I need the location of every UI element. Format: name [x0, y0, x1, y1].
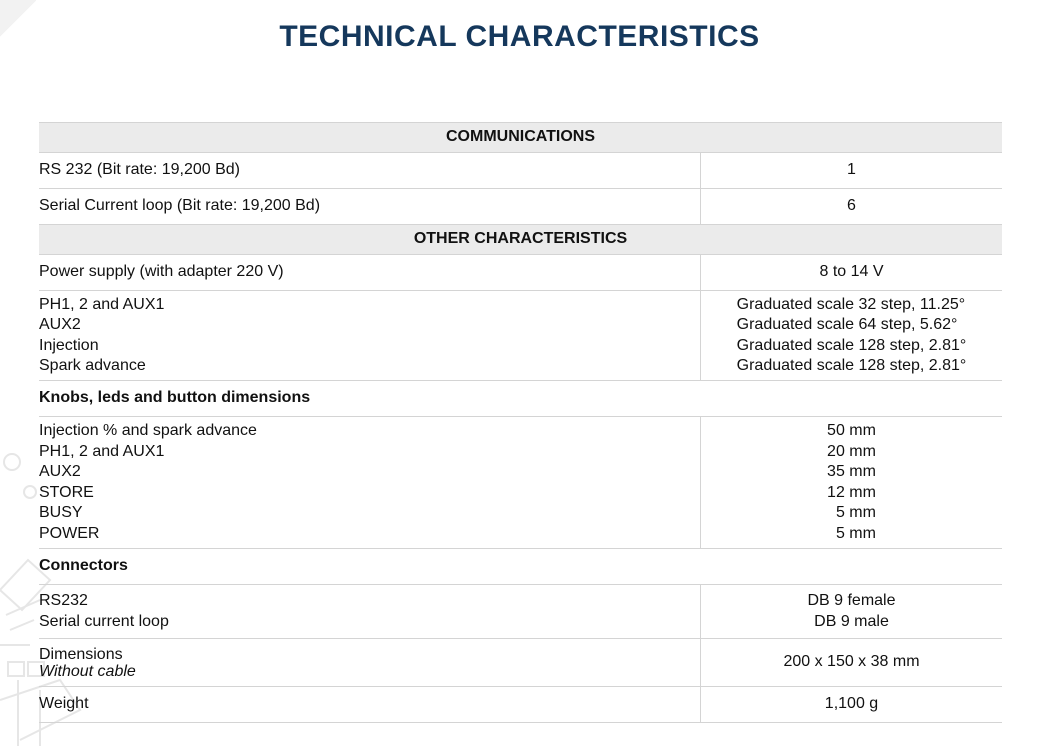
row-value-group: [701, 417, 1003, 549]
subsection-header-dimensions: [39, 381, 1002, 417]
row-label: Spark advance: [39, 357, 146, 374]
row-label-group: [39, 585, 701, 639]
row-label: RS 232 (Bit rate: 19,200 Bd): [39, 153, 701, 189]
row-note: Without cable: [39, 662, 136, 680]
row-value: 8 to 14 V: [701, 255, 1003, 291]
row-value: 12 mm: [827, 483, 876, 501]
row-value: Graduated scale 128 step, 2.81°: [736, 357, 967, 374]
row-value: 35 mm: [827, 463, 876, 480]
row-label-group: [39, 291, 701, 381]
row-label: PH1, 2 and AUX1: [39, 442, 165, 460]
row-label-group: [39, 417, 701, 549]
table-row: [39, 639, 1002, 687]
row-label: STORE: [39, 483, 94, 501]
row-value: 200 x 150 x 38 mm: [701, 639, 1003, 687]
row-value: 1: [701, 153, 1003, 189]
row-label: PH1, 2 and AUX1: [39, 295, 165, 313]
row-label: Serial current loop: [39, 612, 169, 630]
row-label: Injection: [39, 336, 99, 354]
section-title: COMMUNICATIONS: [39, 123, 1002, 153]
row-value-group: [701, 291, 1003, 381]
row-value: 6: [701, 189, 1003, 225]
row-value: 50 mm: [827, 422, 876, 439]
row-value: DB 9 male: [814, 612, 889, 630]
row-value: Graduated scale 32 step, 11.25°: [736, 295, 966, 313]
section-header-communications: [39, 123, 1002, 153]
row-value: 5 mm: [835, 524, 876, 542]
row-label: Power supply (with adapter 220 V): [39, 255, 701, 291]
row-label: POWER: [39, 524, 100, 542]
subsection-title: Knobs, leds and button dimensions: [39, 381, 1002, 417]
table-row: [39, 189, 1002, 225]
row-value: DB 9 female: [807, 592, 896, 609]
row-label: AUX2: [39, 316, 81, 333]
row-value: Graduated scale 128 step, 2.81°: [736, 336, 967, 354]
row-label: BUSY: [39, 504, 83, 521]
section-title: OTHER CHARACTERISTICS: [39, 225, 1002, 255]
subsection-header-connectors: [39, 549, 1002, 585]
row-value: Graduated scale 64 step, 5.62°: [736, 316, 958, 333]
technical-characteristics-table: [39, 122, 1002, 723]
row-label: Serial Current loop (Bit rate: 19,200 Bd): [39, 189, 701, 225]
row-label: Dimensions: [39, 645, 123, 663]
page-title: TECHNICAL CHARACTERISTICS: [279, 20, 760, 53]
table-row: [39, 153, 1002, 189]
row-label: Injection % and spark advance: [39, 422, 257, 439]
row-value: 1,100 g: [701, 687, 1003, 723]
row-label: RS232: [39, 592, 88, 609]
row-value: 5 mm: [835, 504, 876, 521]
table-row: [39, 255, 1002, 291]
row-label-group: [39, 639, 701, 687]
row-value: 20 mm: [827, 442, 876, 460]
table-row: [39, 417, 1002, 549]
subsection-title: Connectors: [39, 549, 1002, 585]
table-row: [39, 291, 1002, 381]
row-value-group: [701, 585, 1003, 639]
table-row: [39, 687, 1002, 723]
section-header-other: [39, 225, 1002, 255]
row-label: AUX2: [39, 463, 81, 480]
table-row: [39, 585, 1002, 639]
row-label: Weight: [39, 687, 701, 723]
